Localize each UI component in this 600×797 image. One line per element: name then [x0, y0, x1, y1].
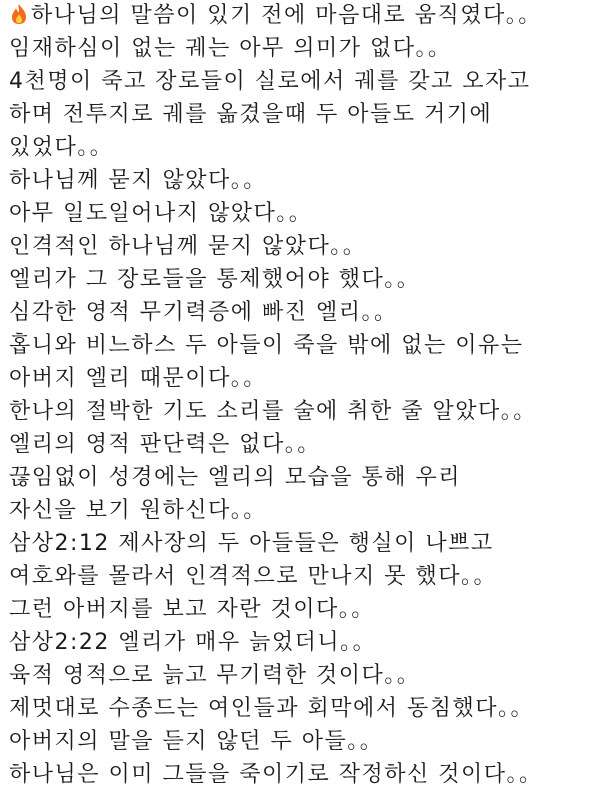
note-line-23: 아버지의 말을 듣지 않던 두 아들。。 [9, 729, 384, 754]
note-line-18: 여호와를 몰라서 인격적으로 만나지 못 했다。。 [9, 564, 498, 589]
note-line-22: 제멋대로 수종드는 여인들과 회막에서 동침했다。。 [9, 696, 535, 721]
note-line-9: 엘리가 그 장로들을 통제했어야 했다。。 [9, 267, 421, 292]
note-line-4: 하며 전투지로 궤를 옮겼을때 두 아들도 거기에 [9, 102, 493, 127]
note-line-20: 삼상2:22 엘리가 매우 늙었더니。。 [9, 630, 377, 655]
fire-emoji-icon [9, 3, 29, 25]
note-line-text: 하나님의 말씀이 있기 전에 마음대로 움직였다。。 [31, 3, 542, 28]
note-line-14: 엘리의 영적 판단력은 없다。。 [9, 432, 321, 457]
note-line-17: 삼상2:12 제사장의 두 아들들은 행실이 나쁘고 [9, 531, 494, 556]
note-line-10: 심각한 영적 무기력증에 빠진 엘리。。 [9, 300, 398, 325]
note-line-8: 인격적인 하나님께 묻지 않았다。。 [9, 234, 367, 259]
note-line-2: 임재하심이 없는 궤는 아무 의미가 없다。。 [9, 36, 452, 61]
note-line-21: 육적 영적으로 늙고 무기력한 것이다。。 [9, 663, 421, 688]
note-line-19: 그런 아버지를 보고 자란 것이다。。 [9, 597, 375, 622]
note-line-6: 하나님께 묻지 않았다。。 [9, 168, 267, 193]
note-line-12: 아버지 엘리 때문이다。。 [9, 366, 267, 391]
note-line-13: 한나의 절박한 기도 소리를 술에 취한 줄 알았다。。 [9, 399, 537, 424]
note-line-11: 홉니와 비느하스 두 아들이 죽을 밖에 없는 이유는 [9, 333, 524, 358]
note-line-16: 자신을 보기 원하신다。。 [9, 498, 267, 523]
note-line-5: 있었다。。 [9, 135, 114, 160]
note-line-24: 하나님은 이미 그들을 죽이기로 작정하신 것이다。。 [9, 762, 543, 787]
note-line-7: 아무 일도일어나지 않았다。。 [9, 201, 313, 226]
note-line-3: 4천명이 죽고 장로들이 실로에서 궤를 갖고 오자고 [9, 69, 531, 94]
note-line-1 [9, 0, 594, 32]
note-line-15: 끊임없이 성경에는 엘리의 모습을 통해 우리 [9, 465, 462, 490]
